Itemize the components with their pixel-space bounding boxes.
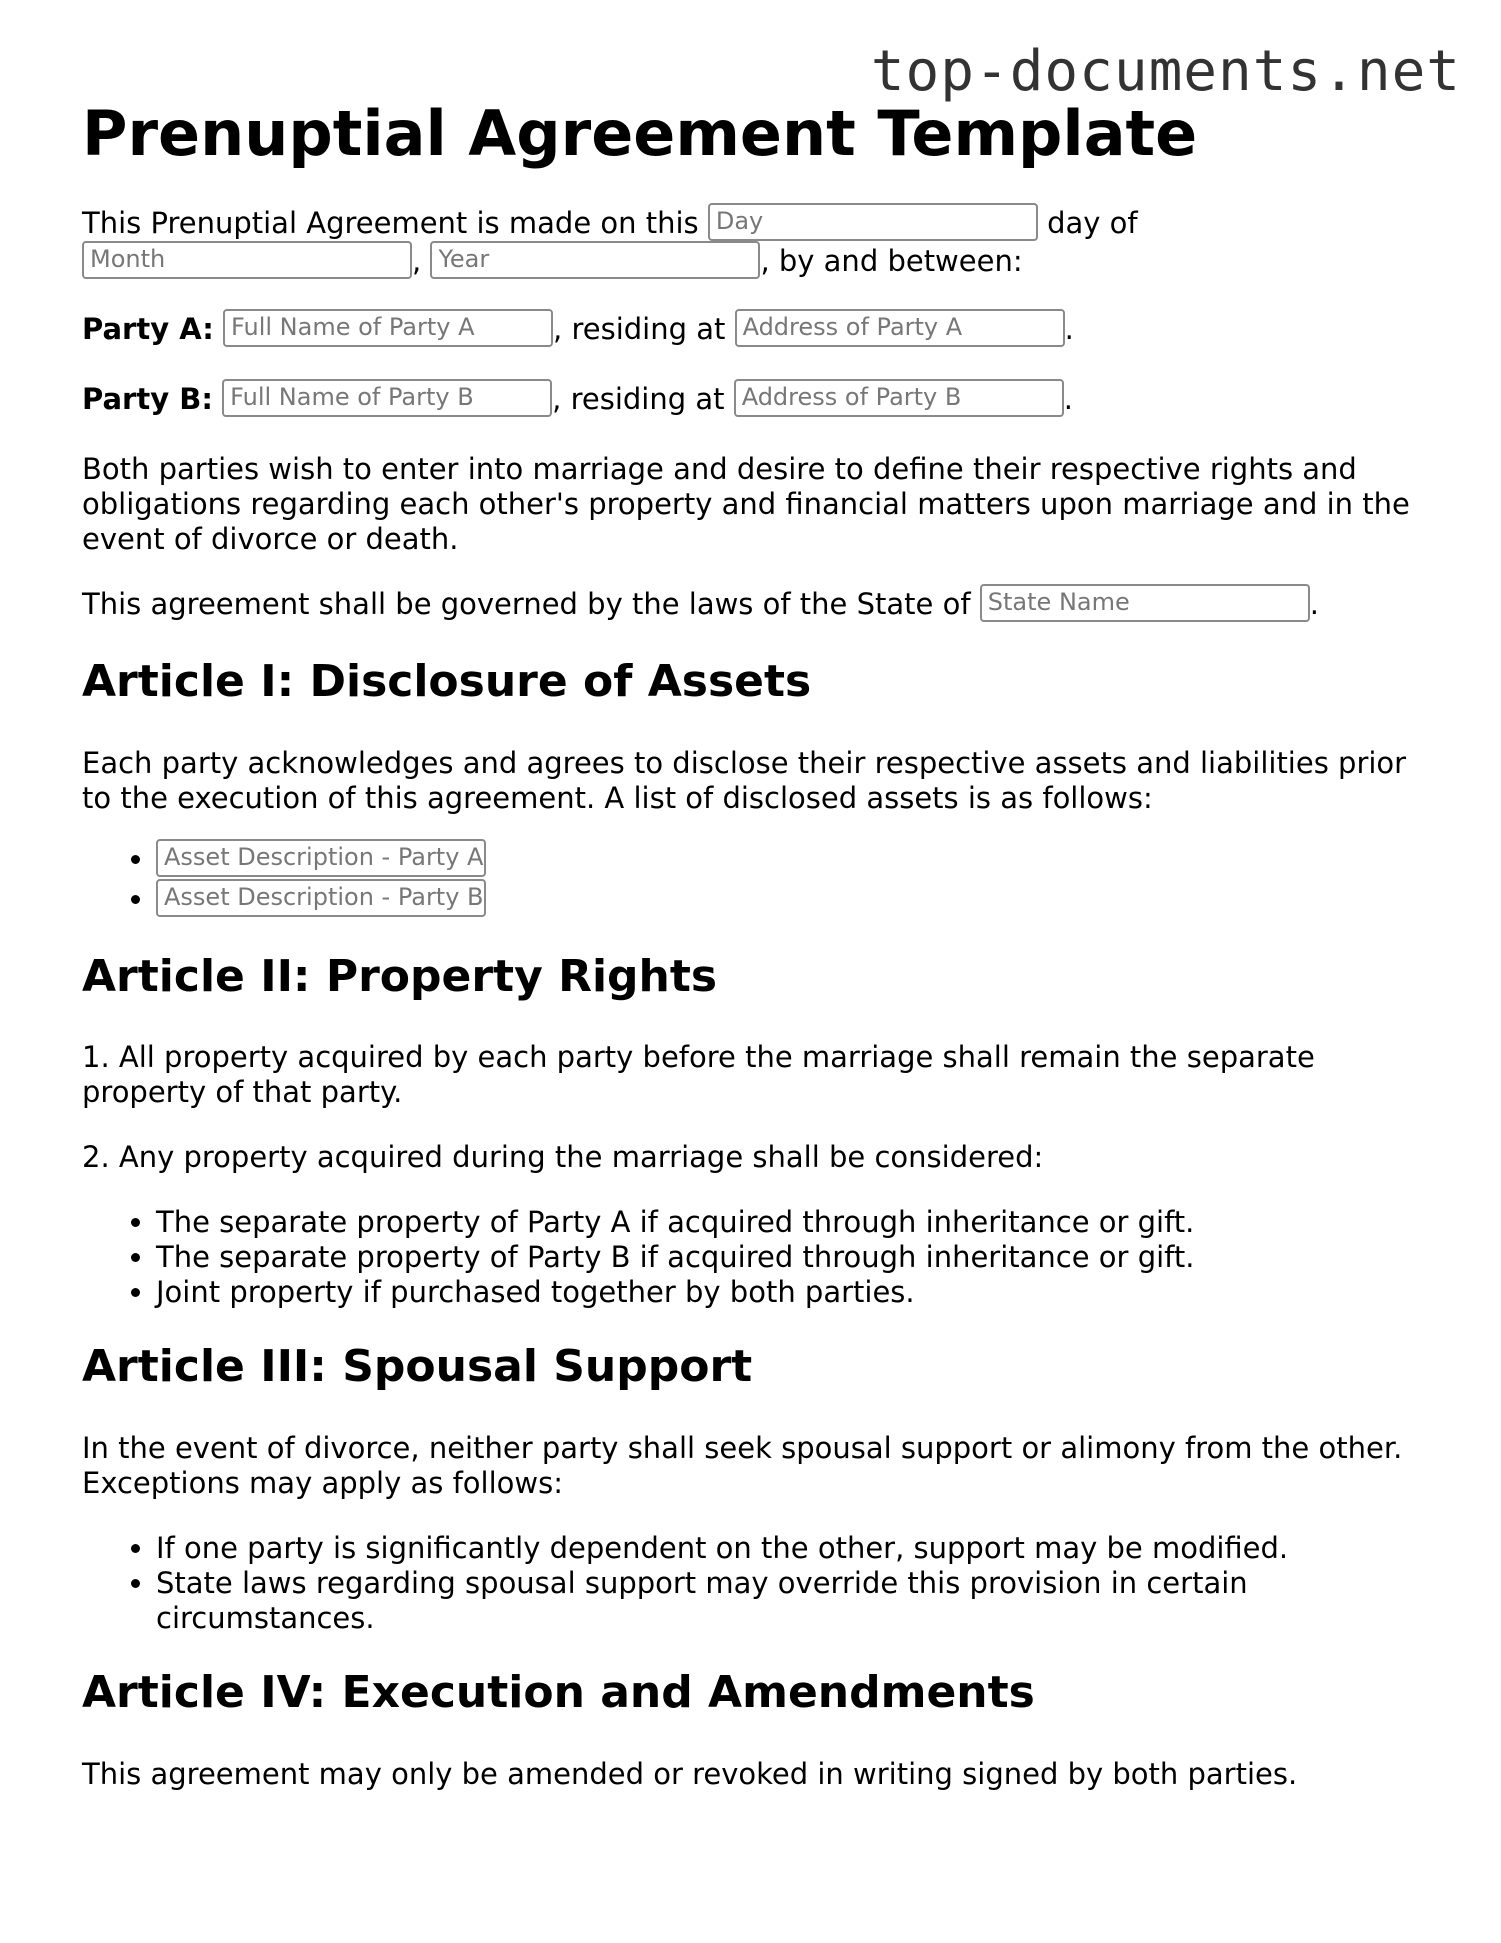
party-b-residing-text: , residing at <box>552 382 725 417</box>
asset-party-b-field[interactable]: Asset Description - Party B <box>156 879 486 917</box>
asset-list <box>82 840 1422 920</box>
article-4-text: This agreement may only be amended or revoked in writing signed by both parties. <box>82 1756 1298 1791</box>
party-b-address-field[interactable]: Address of Party B <box>734 379 1064 417</box>
property-list <box>82 1205 1422 1310</box>
governing-law-end: . <box>1309 587 1319 622</box>
governing-law-text: This agreement shall be governed by the laws of the State of <box>82 587 971 622</box>
state-name-field[interactable]: State Name <box>980 584 1310 622</box>
party-a-residing-text: , residing at <box>553 312 726 347</box>
month-field[interactable]: Month <box>82 241 412 279</box>
watermark: top-documents.net <box>870 39 1461 104</box>
list-item: • The separate property of Party B if acquired through inheritance or gift. <box>156 1240 1422 1275</box>
party-a-name-field[interactable]: Full Name of Party A <box>223 309 553 347</box>
intro-text-after-day: day of <box>1047 206 1138 241</box>
asset-party-a-field[interactable]: Asset Description - Party A <box>156 839 486 877</box>
intro-text-before-day: This Prenuptial Agreement is made on this <box>82 206 699 241</box>
article-3-text: In the event of divorce, neither party shall seek spousal support or alimony from the other. Exceptions may apply as follows: <box>82 1430 1403 1500</box>
party-b-label: Party B: <box>82 382 213 417</box>
article-2-point-2: 2. Any property acquired during the marriage shall be considered: <box>82 1140 1044 1175</box>
article-4-heading: Article IV: Execution and Amendments <box>82 1666 1035 1718</box>
list-item <box>156 840 1422 880</box>
article-1-heading: Article I: Disclosure of Assets <box>82 656 812 708</box>
day-field[interactable]: Day <box>708 203 1038 241</box>
party-a-end: . <box>1064 312 1074 347</box>
party-b-end: . <box>1063 382 1073 417</box>
intro-paragraph <box>82 206 1422 282</box>
article-2-point-1: 1. All property acquired by each party before the marriage shall remain the separate property of that party. <box>82 1040 1315 1110</box>
article-3-heading: Article III: Spousal Support <box>82 1341 753 1393</box>
list-item: • State laws regarding spousal support may override this provision in certain circumstances. <box>156 1566 1422 1636</box>
intro-text-after-year: , by and between: <box>760 244 1023 279</box>
party-b-name-field[interactable]: Full Name of Party B <box>222 379 552 417</box>
page-title: Prenuptial Agreement Template <box>82 97 1198 170</box>
list-item <box>156 880 1422 920</box>
article-1-text: Each party acknowledges and agrees to disclose their respective assets and liabilities prior to the execution of this agreement. A list of disclosed assets is as follows: <box>82 745 1407 815</box>
support-exceptions-list <box>82 1531 1422 1636</box>
list-item: • The separate property of Party A if acquired through inheritance or gift. <box>156 1205 1422 1240</box>
party-b-line <box>82 382 1422 420</box>
intro-comma: , <box>412 244 422 279</box>
purpose-paragraph: Both parties wish to enter into marriage and desire to define their respective rights and obligations regarding each other's property and financial matters upon marriage and in the event of divorce or death. <box>82 452 1410 557</box>
year-field[interactable]: Year <box>430 241 760 279</box>
list-item: • Joint property if purchased together by both parties. <box>156 1275 1422 1310</box>
party-a-line <box>82 312 1422 350</box>
party-a-address-field[interactable]: Address of Party A <box>735 309 1065 347</box>
list-item: • If one party is significantly dependent on the other, support may be modified. <box>156 1531 1422 1566</box>
governing-law-paragraph <box>82 587 1422 625</box>
party-a-label: Party A: <box>82 312 214 347</box>
article-2-heading: Article II: Property Rights <box>82 950 718 1002</box>
document-body <box>82 97 1422 1822</box>
